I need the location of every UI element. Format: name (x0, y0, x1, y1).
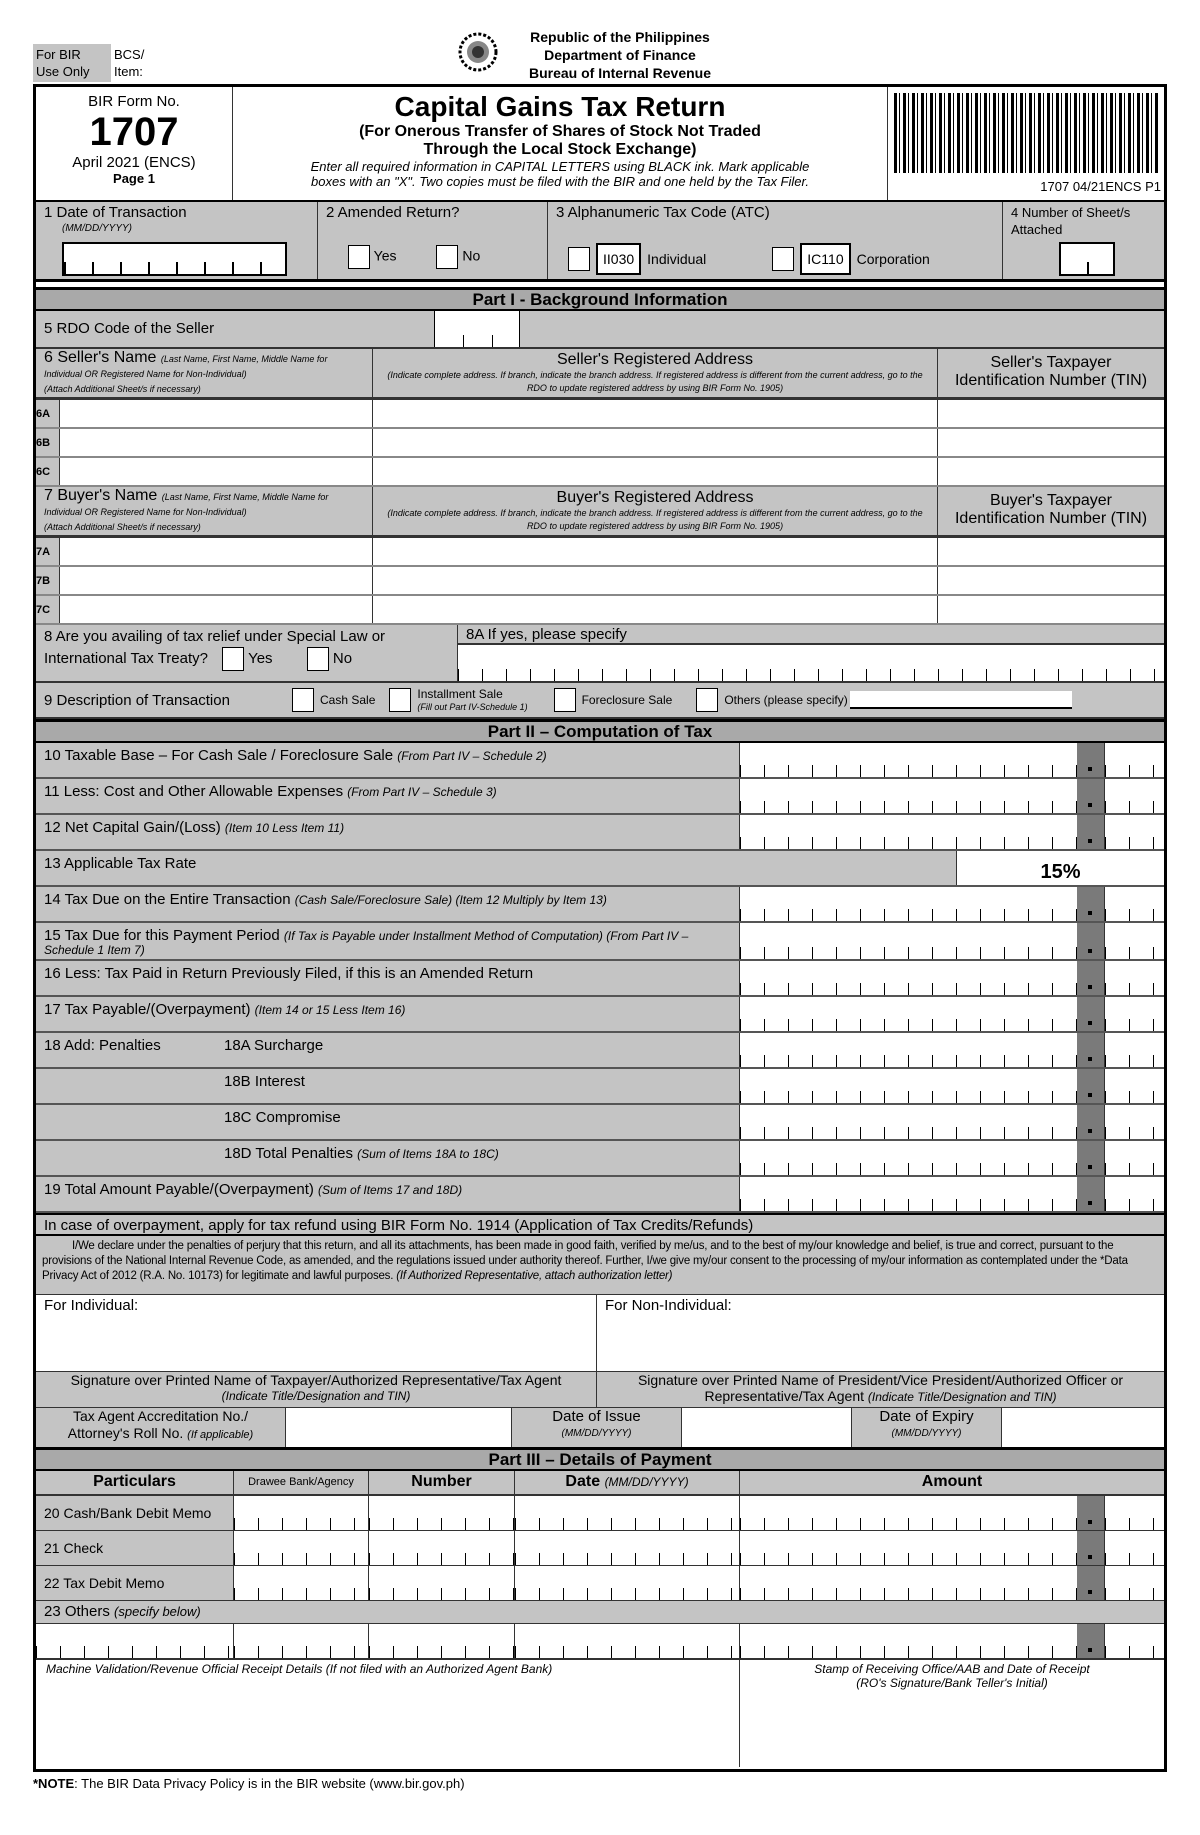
declaration (36, 1236, 1164, 1295)
item-4-label-2: Attached (1011, 222, 1063, 237)
item-label: 10 Taxable Base – For Cash Sale / Foreclosure Sale (44, 747, 394, 764)
buyer-name-input[interactable] (60, 538, 373, 565)
part-2-row (36, 743, 1164, 779)
date-of-expiry-input[interactable] (1002, 1408, 1164, 1447)
amount-input[interactable] (740, 1177, 1164, 1211)
republic-text: Republic of the Philippines (530, 29, 710, 45)
item-label: 16 Less: Tax Paid in Return Previously Filed, if this is an Amended Return (44, 965, 534, 982)
part-2-row (36, 961, 1164, 997)
item-2-amended (318, 202, 548, 279)
individual-signature-box[interactable]: For Individual: (36, 1295, 597, 1371)
buyer-address-label: Buyer's Registered Address (556, 489, 754, 506)
item-2-label: 2 Amended Return? (326, 204, 460, 221)
part-2-row (36, 997, 1164, 1033)
attach-note: (Attach Additional Sheet/s if necessary) (44, 522, 201, 532)
seller-address-label: Seller's Registered Address (556, 351, 754, 368)
number-input[interactable] (369, 1566, 515, 1600)
buyer-name-label: 7 Buyer's Name (44, 487, 158, 504)
expiry-label: Date of Expiry (879, 1408, 974, 1425)
amount-input[interactable] (740, 779, 1164, 813)
date-input[interactable] (515, 1566, 740, 1600)
part-3-header: Part III – Details of Payment (36, 1447, 1164, 1471)
amount-input[interactable] (740, 1105, 1164, 1139)
issue-format: (MM/DD/YYYY) (561, 1428, 632, 1439)
item-label: 12 Net Capital Gain/(Loss) (44, 819, 221, 836)
atc-individual-label: Individual (647, 251, 707, 267)
item-sub-label: 18B Interest (224, 1073, 305, 1090)
others-checkbox[interactable] (696, 688, 718, 712)
address-note: (Indicate complete address. If branch, indicate the branch address. If registered address is different from the current address, go to the RDO to update registered address by using BIR Form No. 1905) (387, 370, 923, 393)
seller-address-input[interactable] (373, 400, 938, 427)
installment-sale-label: Installment Sale (417, 686, 503, 701)
part-1-header: Part I - Background Information (36, 287, 1164, 311)
sig2-label-2: Representative/Tax Agent (704, 1388, 864, 1404)
item-4-label: 4 Number of Sheet/s (1011, 205, 1131, 220)
name-note: (Last Name, First Name, Middle Name for Individual OR Registered Name for Non-Individual) (44, 492, 329, 517)
item-1-date (36, 202, 318, 279)
part-2-row (36, 1033, 1164, 1069)
date-input[interactable] (515, 1531, 740, 1565)
item-label: 15 Tax Due for this Payment Period (44, 927, 280, 944)
item-label: 19 Total Amount Payable/(Overpayment) (44, 1181, 314, 1198)
part-2-row (36, 815, 1164, 851)
item-note: (Item 10 Less Item 11) (224, 821, 345, 835)
use-only-label: Use Only (36, 64, 90, 79)
amount-input[interactable] (740, 1496, 1164, 1530)
form-no-label: BIR Form No. (88, 93, 180, 110)
installment-note: (Fill out Part IV-Schedule 1) (417, 701, 528, 712)
buyer-tin-input[interactable] (938, 596, 1164, 623)
item-label: 11 Less: Cost and Other Allowable Expenses (44, 783, 344, 800)
rdo-code-input[interactable] (434, 311, 520, 347)
barcode-image (894, 93, 1158, 173)
amount-input[interactable] (740, 887, 1164, 921)
item-9-row (36, 683, 1164, 719)
amended-no-checkbox[interactable] (436, 245, 458, 269)
transaction-date-input[interactable] (62, 242, 287, 276)
expiry-format: (MM/DD/YYYY) (891, 1428, 962, 1439)
number-input[interactable] (369, 1496, 515, 1530)
amount-input[interactable] (740, 961, 1164, 995)
agent-note: (If applicable) (187, 1429, 254, 1441)
col-amount: Amount (921, 1473, 983, 1490)
item-sub-label: 18A Surcharge (224, 1037, 324, 1054)
tin-label-2: Identification Number (TIN) (954, 372, 1148, 389)
buyer-tin-input[interactable] (938, 567, 1164, 594)
item-note: (If Tax is Payable under Installment Method of Computation) (From Part IV – Schedule 1 Item 7) (44, 929, 689, 957)
stamp-label: Stamp of Receiving Office/AAB and Date of Receipt (814, 1662, 1090, 1676)
item-label: 13 Applicable Tax Rate (44, 855, 197, 872)
date-of-issue-input[interactable] (682, 1408, 852, 1447)
seller-tin-input[interactable] (938, 429, 1164, 456)
col-date: Date (565, 1473, 601, 1490)
cash-sale-label: Cash Sale (320, 693, 376, 707)
item-note: (Sum of Items 18A to 18C) (357, 1147, 499, 1161)
atc-corporation-code: IC110 (800, 243, 850, 275)
item-8-label-2: International Tax Treaty? (44, 649, 208, 667)
item-23-label-row (36, 1601, 1164, 1624)
seller-tin-input[interactable] (938, 458, 1164, 485)
buyer-address-input[interactable] (373, 596, 938, 623)
row-label: 7A (36, 538, 60, 565)
for-bir-label: For BIR (36, 47, 81, 62)
row-label: 7C (36, 596, 60, 623)
page-label: Page 1 (113, 171, 155, 186)
item-note: (Sum of Items 17 and 18D) (318, 1183, 463, 1197)
item-3-label: 3 Alphanumeric Tax Code (ATC) (556, 204, 770, 221)
part-2-header: Part II – Computation of Tax (36, 719, 1164, 743)
form-number-block (36, 87, 233, 200)
bureau-text: Bureau of Internal Revenue (528, 65, 712, 81)
part-2-row (36, 779, 1164, 815)
part-2-row (36, 1141, 1164, 1177)
row-label: 7B (36, 567, 60, 594)
bcs-label: BCS/ (114, 47, 145, 62)
buyer-tin-input[interactable] (938, 538, 1164, 565)
item-3-atc (548, 202, 1003, 279)
payment-label: 22 Tax Debit Memo (36, 1566, 234, 1600)
seller-header (36, 349, 1164, 400)
yes-label: Yes (373, 247, 397, 264)
buyer-row (36, 538, 1164, 567)
part-2-row (36, 1069, 1164, 1105)
item-23-label: 23 Others (44, 1603, 110, 1620)
amount-input[interactable] (740, 1069, 1164, 1103)
item-8-label: 8 Are you availing of tax relief under Special Law or (44, 628, 386, 645)
part-2-row (36, 887, 1164, 923)
issue-label: Date of Issue (552, 1408, 641, 1425)
note-label: *NOTE (33, 1776, 75, 1791)
subtitle-1: (For Onerous Transfer of Shares of Stock Not Traded (359, 123, 761, 140)
buyer-header (36, 487, 1164, 538)
attach-note: (Attach Additional Sheet/s if necessary) (44, 384, 201, 394)
sheets-attached-input[interactable] (1059, 242, 1115, 276)
item-note: (Item 14 or 15 Less Item 16) (254, 1003, 406, 1017)
foreclosure-sale-label: Foreclosure Sale (581, 693, 673, 707)
number-input[interactable] (369, 1531, 515, 1565)
agent-label: Tax Agent Accreditation No./ (72, 1408, 249, 1424)
installment-sale-checkbox[interactable] (389, 688, 411, 712)
instructions-1: Enter all required information in CAPITAL LETTERS using BLACK ink. Mark applicable (310, 159, 810, 174)
item-note: (From Part IV – Schedule 2) (397, 749, 547, 763)
part-2-row (36, 923, 1164, 961)
item-23-note: (specify below) (114, 1604, 201, 1619)
sig1-label: Signature over Printed Name of Taxpayer/Authorized Representative/Tax Agent (70, 1372, 562, 1388)
tax-relief-no-checkbox[interactable] (307, 647, 329, 671)
atc-corporation-checkbox[interactable] (772, 247, 794, 271)
barcode-code: 1707 04/21ENCS P1 (1040, 179, 1161, 194)
no-label: No (332, 649, 353, 667)
item-9-label: 9 Description of Transaction (44, 691, 230, 709)
foreclosure-sale-checkbox[interactable] (554, 688, 576, 712)
item-label: 18 Add: Penalties (44, 1037, 161, 1054)
row-label: 6A (36, 400, 60, 427)
seller-name-input[interactable] (60, 400, 373, 427)
machine-validation-box: Machine Validation/Revenue Official Receipt Details (If not filed with an Authorized Agent Bank) (36, 1660, 740, 1767)
address-note: (Indicate complete address. If branch, indicate the branch address. If registered address is different from the current address, go to the RDO to update registered address by using BIR Form No. 1905) (387, 508, 923, 531)
payment-row (36, 1496, 1164, 1531)
barcode-block (888, 87, 1164, 200)
dept-text: Department of Finance (544, 47, 696, 63)
buyer-row (36, 567, 1164, 596)
amount-input[interactable] (740, 1033, 1164, 1067)
date-input[interactable] (515, 1496, 740, 1530)
tax-rate-value: 15% (956, 851, 1164, 885)
amount-input[interactable] (740, 1566, 1164, 1600)
item-sub-label: 18C Compromise (224, 1109, 341, 1126)
atc-individual-checkbox[interactable] (568, 247, 590, 271)
accreditation-input[interactable] (286, 1408, 512, 1447)
title-block (233, 87, 888, 200)
row-label: 6C (36, 458, 60, 485)
item-label: 17 Tax Payable/(Overpayment) (44, 1001, 251, 1018)
col-particulars: Particulars (36, 1471, 234, 1494)
atc-corporation-label: Corporation (856, 251, 930, 267)
buyer-address-input[interactable] (373, 567, 938, 594)
item-label: Item: (114, 64, 143, 79)
form-version: April 2021 (ENCS) (72, 154, 196, 171)
others-label: Others (please specify) (724, 693, 848, 707)
item-8-row (36, 625, 1164, 683)
amount-input[interactable] (740, 997, 1164, 1031)
form-no: 1707 (89, 110, 179, 154)
amount-input[interactable] (740, 743, 1164, 777)
amount-input[interactable] (740, 1531, 1164, 1565)
privacy-note (33, 1776, 465, 1791)
item-8a-label: 8A If yes, please specify (458, 625, 1164, 645)
col-date-format: (MM/DD/YYYY) (604, 1475, 689, 1489)
date-format: (MM/DD/YYYY) (62, 223, 132, 234)
tax-relief-specify-input[interactable] (458, 645, 1164, 681)
item-1-label: 1 Date of Transaction (44, 204, 187, 221)
seller-tin-input[interactable] (938, 400, 1164, 427)
name-note: (Last Name, First Name, Middle Name for Individual OR Registered Name for Non-Individual) (44, 354, 328, 379)
bir-seal-icon (456, 28, 500, 76)
amount-input[interactable] (740, 923, 1164, 959)
declaration-text: I/We declare under the penalties of perjury that this return, and all its attachments, has been made in good faith, verified by me/us, and to the best of my/our knowledge and belief, is true and correct, pursuant to the provisions of the National Internal Revenue Code, as amended, and the regulations issued under authority thereof. Further, I/we give my/our consent to the processing of my/our information as contemplated under the *Data Privacy Act of 2012 (R.A. No. 10173) for legitimate and lawful purposes. (42, 1240, 1128, 1282)
atc-individual-code: II030 (596, 243, 641, 275)
drawee-bank-input[interactable] (234, 1496, 369, 1530)
item-note: (From Part IV – Schedule 3) (347, 785, 497, 799)
amount-input[interactable] (740, 815, 1164, 849)
sig2-label: Signature over Printed Name of President/Vice President/Authorized Officer or (637, 1372, 1124, 1388)
payment-row (36, 1566, 1164, 1601)
buyer-address-input[interactable] (373, 538, 938, 565)
seller-tin-label: Seller's Taxpayer (990, 354, 1112, 371)
sig1-note: (Indicate Title/Designation and TIN) (221, 1389, 411, 1403)
declaration-note: (If Authorized Representative, attach authorization letter) (396, 1270, 673, 1282)
payment-label: 20 Cash/Bank Debit Memo (36, 1496, 234, 1530)
non-individual-signature-box[interactable]: For Non-Individual: (605, 1297, 732, 1314)
seller-row (36, 429, 1164, 458)
seller-name-label: 6 Seller's Name (44, 349, 157, 366)
buyer-tin-label: Buyer's Taxpayer (990, 492, 1112, 509)
form-title: Capital Gains Tax Return (394, 91, 726, 122)
part-2-row (36, 1105, 1164, 1141)
sig2-note: (Indicate Title/Designation and TIN) (867, 1390, 1057, 1404)
seller-row (36, 458, 1164, 487)
buyer-name-input[interactable] (60, 596, 373, 623)
seller-address-input[interactable] (373, 458, 938, 485)
seller-row (36, 400, 1164, 429)
drawee-bank-input[interactable] (234, 1566, 369, 1600)
buyer-name-input[interactable] (60, 567, 373, 594)
item-5-row (36, 311, 1164, 349)
seller-name-input[interactable] (60, 429, 373, 456)
item-label: 14 Tax Due on the Entire Transaction (44, 891, 291, 908)
seller-name-input[interactable] (60, 458, 373, 485)
tax-relief-yes-checkbox[interactable] (222, 647, 244, 671)
stamp-label-2: (RO's Signature/Bank Teller's Initial) (856, 1676, 1048, 1690)
amount-input (740, 851, 1164, 885)
part-3-columns (36, 1471, 1164, 1496)
item-5-label: 5 RDO Code of the Seller (44, 320, 215, 337)
bcs-item (114, 46, 144, 80)
note-text: : The BIR Data Privacy Policy is in the BIR website (www.bir.gov.ph) (74, 1776, 465, 1791)
instructions-2: boxes with an "X". Two copies must be filed with the BIR and one held by the Tax Filer. (311, 174, 809, 189)
for-bir-use (33, 44, 111, 82)
overpayment-note: In case of overpayment, apply for tax refund using BIR Form No. 1914 (Application of Tax Credits/Refunds) (36, 1213, 1164, 1236)
no-label: No (462, 247, 481, 264)
part-2-row (36, 851, 1164, 887)
col-drawee-bank: Drawee Bank/Agency (234, 1471, 369, 1494)
col-number: Number (369, 1471, 515, 1494)
buyer-row (36, 596, 1164, 625)
tin-label-2: Identification Number (TIN) (954, 510, 1148, 527)
amended-yes-checkbox[interactable] (348, 245, 370, 269)
agent-label-2: Attorney's Roll No. (67, 1425, 184, 1441)
item-note: (Cash Sale/Foreclosure Sale) (Item 12 Multiply by Item 13) (294, 893, 607, 907)
row-label: 6B (36, 429, 60, 456)
item-sub-label: 18D Total Penalties (224, 1145, 353, 1162)
seller-address-input[interactable] (373, 429, 938, 456)
yes-label: Yes (248, 649, 273, 667)
cash-sale-checkbox[interactable] (292, 688, 314, 712)
item-23-row (36, 1624, 1164, 1660)
amount-input[interactable] (740, 1141, 1164, 1175)
item-4-sheets (1003, 202, 1164, 279)
payment-row (36, 1531, 1164, 1566)
form-1707 (33, 84, 1167, 1772)
others-specify-input[interactable] (850, 691, 1072, 709)
payment-label: 21 Check (36, 1531, 234, 1565)
agency-header (510, 28, 730, 82)
part-2-row (36, 1177, 1164, 1213)
subtitle-2: Through the Local Stock Exchange) (423, 141, 697, 158)
drawee-bank-input[interactable] (234, 1531, 369, 1565)
